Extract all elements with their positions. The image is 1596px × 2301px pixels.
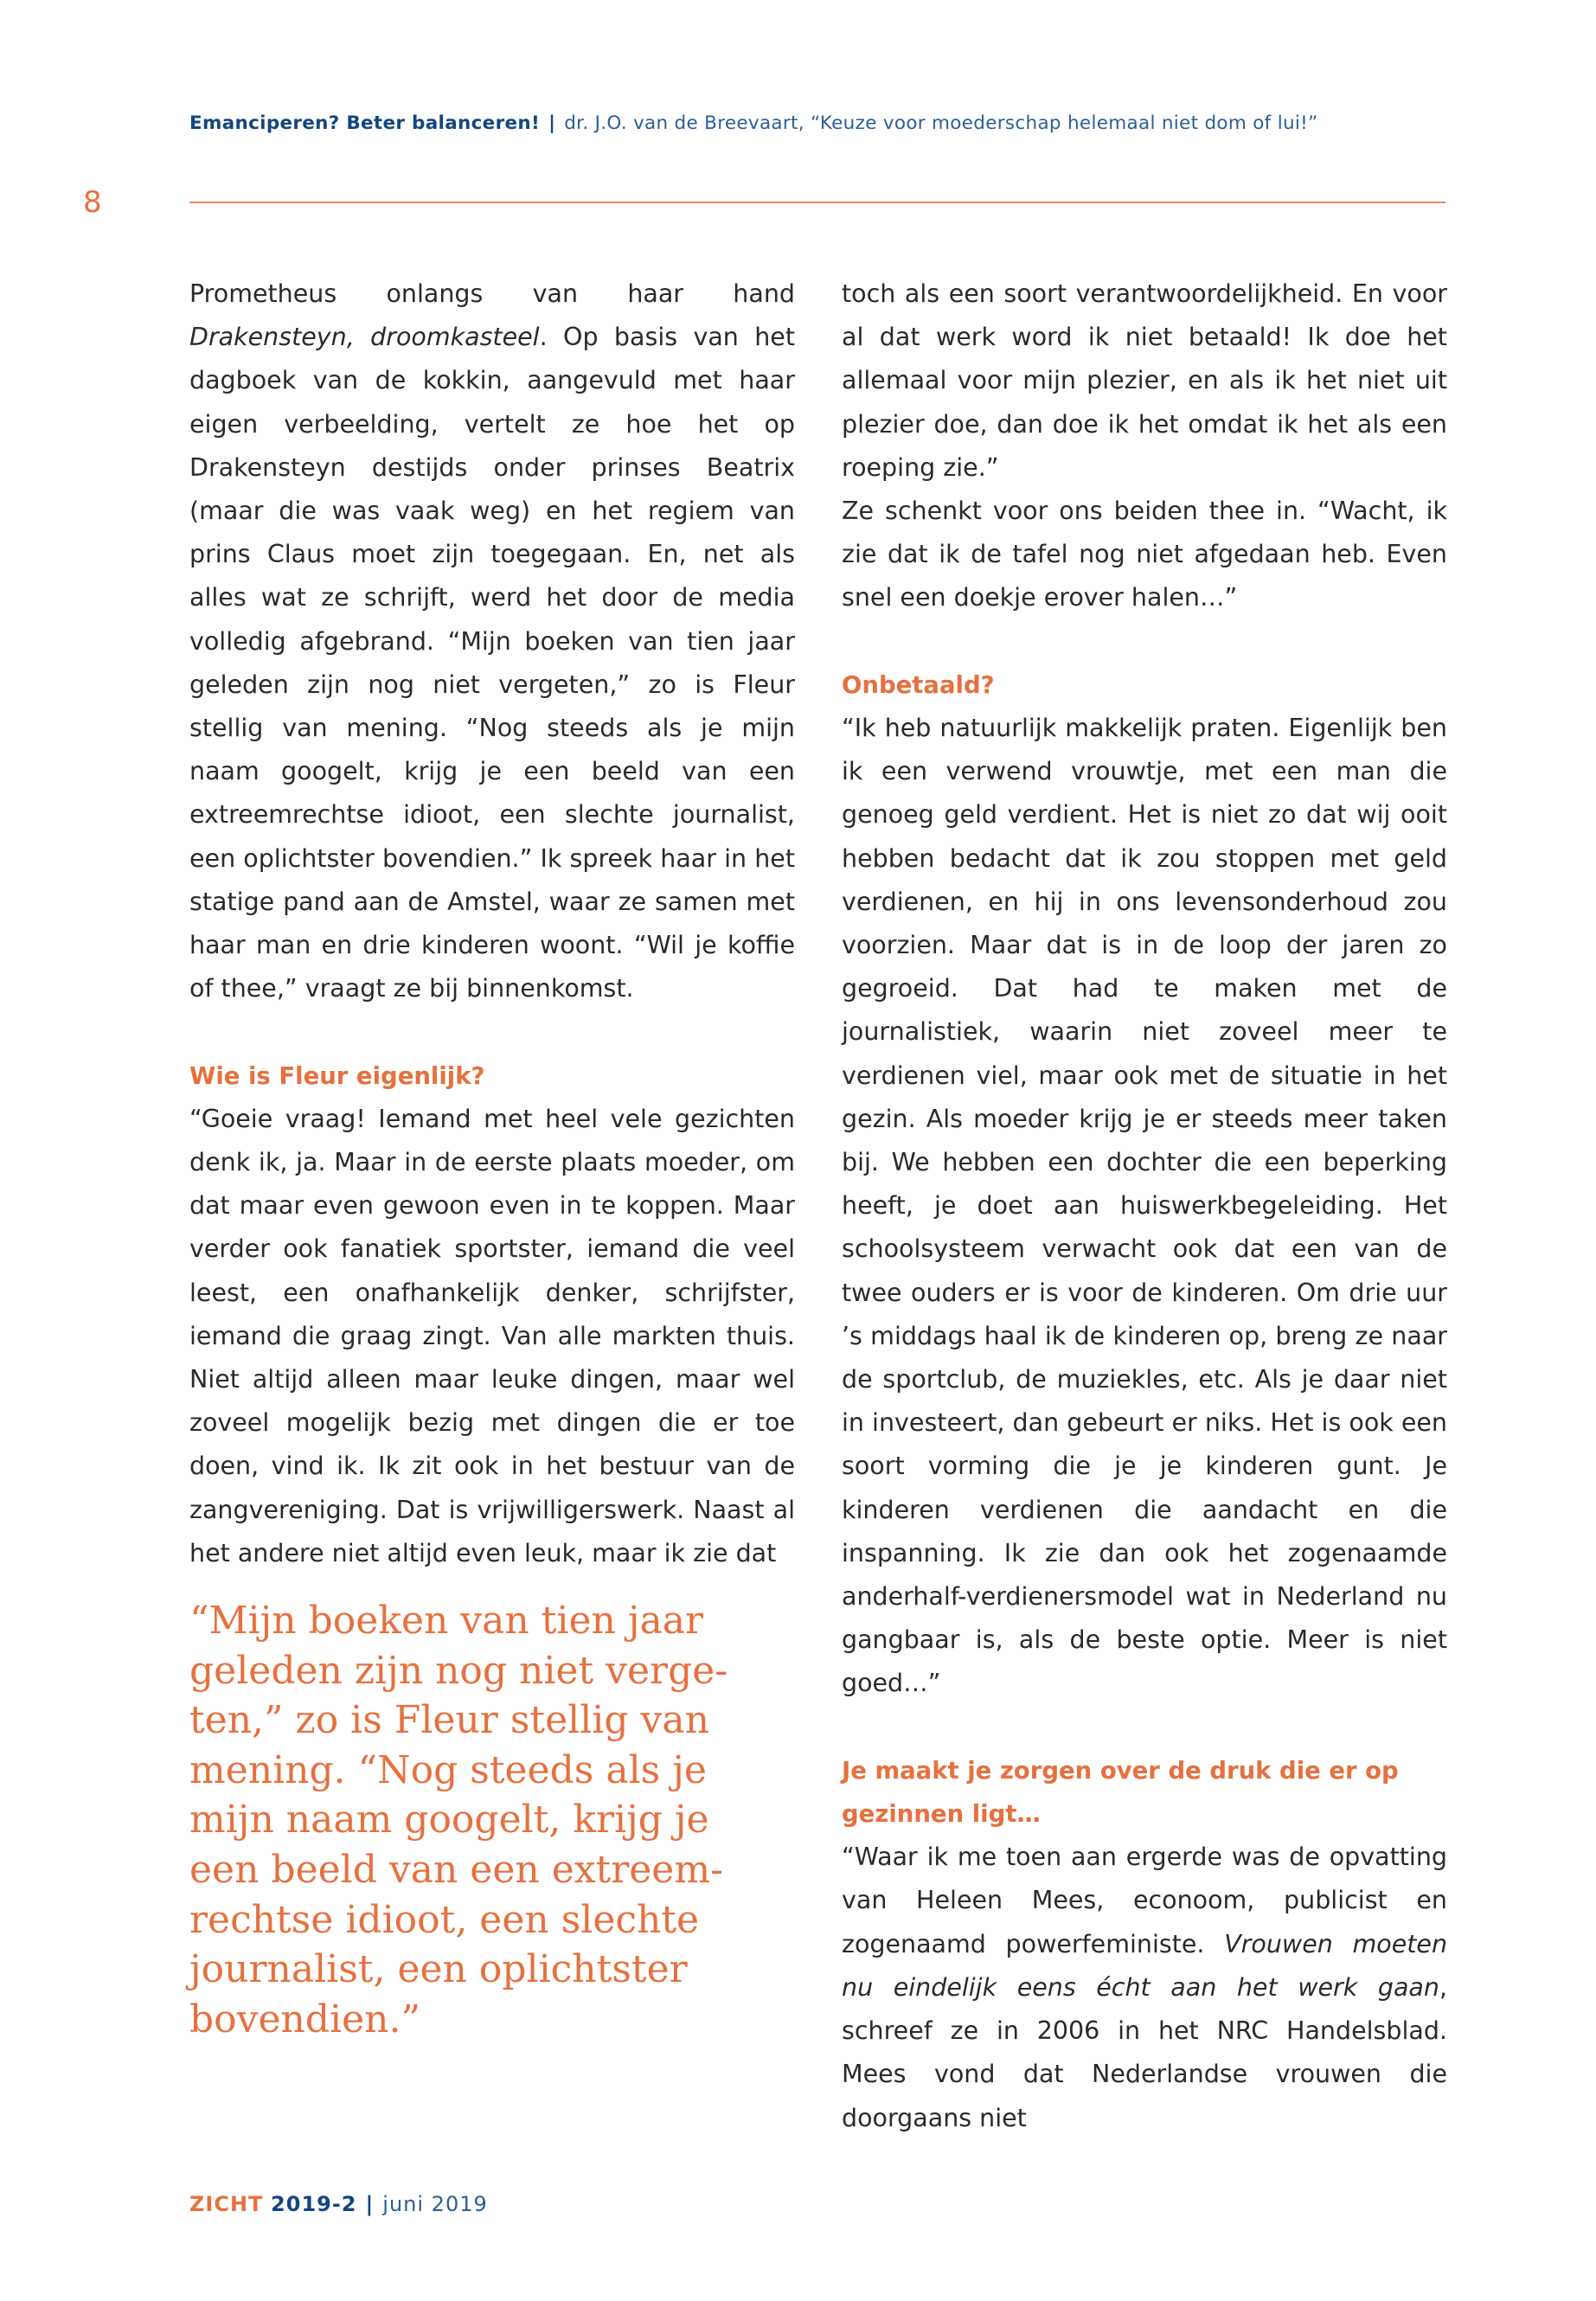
footer-separator: | — [365, 2192, 375, 2216]
section-heading-unpaid: Onbetaald? — [842, 670, 995, 699]
pull-quote-line: mijn naam googelt, krijg je — [189, 1798, 709, 1843]
book-title: Drakensteyn, droomkasteel — [189, 323, 540, 352]
header-title: Emanciperen? Beter balanceren! — [189, 112, 541, 134]
tea-paragraph: Ze schenkt voor ons beiden thee in. “Wacht, ik zie dat ik de tafel nog niet afgedaan heb. Even snel een doekje erover halen…” — [842, 497, 1447, 612]
pressure-text-start: “Waar ik me toen aan ergerde was de opvatting van Heleen Mees, econoom, publicist en zogenaamd powerfeministe. — [842, 1843, 1447, 1958]
intro-text-start: Prometheus onlangs van haar hand — [189, 279, 795, 308]
pull-quote-line: geleden zijn nog niet verge- — [189, 1648, 728, 1693]
pull-quote-line: journalist, een oplichtster — [189, 1947, 688, 1992]
intro-paragraph — [189, 272, 795, 1010]
header-divider — [189, 202, 1445, 203]
section-heading-who: Wie is Fleur eigenlijk? — [189, 1061, 485, 1090]
pressure-text-end: , schreef ze in 2006 in het NRC Handelsblad. Mees vond dat Nederlandse vrouwen die doorgaans niet — [842, 1972, 1447, 2132]
right-column — [842, 272, 1447, 2140]
magazine-name: ZICHT — [189, 2192, 264, 2216]
quoted-headline: Vrouwen moeten nu eindelijk eens écht aan het werk gaan — [842, 1929, 1448, 2002]
page-number: 8 — [83, 185, 102, 220]
header-subtitle: dr. J.O. van de Breevaart, “Keuze voor moederschap helemaal niet dom of lui!” — [564, 112, 1318, 134]
pull-quote-line: een beeld van een extreem- — [189, 1847, 723, 1892]
pull-quote — [189, 1596, 760, 2044]
continued-paragraph: toch als een soort verantwoordelijkheid. En voor al dat werk word ik niet betaald! Ik doe het allemaal voor mijn plezier, en als ik het niet uit plezier doe, dan doe ik het omdat ik het als een roeping zie.” — [842, 279, 1447, 482]
pull-quote-line: rechtse idioot, een slechte — [189, 1897, 700, 1942]
pull-quote-line: ten,” zo is Fleur stellig van — [189, 1698, 709, 1743]
intro-text-end: . Op basis van het dagboek van de kokkin, aangevuld met haar eigen verbeelding, vertelt ze hoe het op Drakensteyn destijds onder prinses Beatrix (maar die was vaak weg) en het regiem van prins Claus moet zijn toegegaan. En, net als alles wat ze schrijft, werd het door de media volledig afgebrand. “Mijn boeken van tien jaar geleden zijn nog niet vergeten,” zo is Fleur stellig van mening. “Nog steeds als je mijn naam googelt, krijg je een beeld van een extreemrechtse idioot, een slechte journalist, een oplichtster bovendien.” Ik spreek haar in het statige pand aan de Amstel, waar ze samen met haar man en drie kinderen woont. “Wil je koffie of thee,” vraagt ze bij binnenkomst. — [189, 323, 795, 1003]
left-column — [189, 272, 795, 1575]
running-header — [189, 112, 1444, 134]
who-paragraph: “Goeie vraag! Iemand met heel vele gezichten denk ik, ja. Maar in de eerste plaats moeder, om dat maar even gewoon even in te koppen. Maar verder ook fanatiek sportster, iemand die veel leest, een onafhankelijk denker, schrijfster, iemand die graag zingt. Van alle markten thuis. Niet altijd alleen maar leuke dingen, maar wel zoveel mogelijk bezig met dingen die er toe doen, vind ik. Ik zit ook in het bestuur van de zangvereniging. Dat is vrijwilligerswerk. Naast al het andere niet altijd even leuk, maar ik zie dat — [189, 1104, 795, 1567]
paragraph-gap — [842, 620, 1447, 663]
pull-quote-line: bovendien.” — [189, 1997, 420, 2041]
unpaid-paragraph: “Ik heb natuurlijk makkelijk praten. Eigenlijk ben ik een verwend vrouwtje, met een man die genoeg geld verdient. Het is niet zo dat wij ooit hebben bedacht dat ik zou stoppen met geld verdienen, en hij in ons levensonderhoud zou voorzien. Maar dat is in de loop der jaren zo gegroeid. Dat had te maken met de journalistiek, waarin niet zoveel meer te verdienen viel, maar ook met de situatie in het gezin. Als moeder krijg je er steeds meer taken bij. We hebben een dochter die een beperking heeft, je doet aan huiswerkbegeleiding. Het schoolsysteem verwacht ook dat een van de twee ouders er is voor de kinderen. Om drie uur ’s middags haal ik de kinderen op, breng ze naar de sportclub, de muziekles, etc. Als je daar niet in investeert, dan gebeurt er niks. Het is ook een soort vorming die je je kinderen gunt. Je kinderen verdienen die aandacht en die inspanning. Ik zie dan ook het zogenaamde anderhalf-verdienersmodel wat in Nederland nu gangbaar is, als de beste optie. Meer is niet goed…” — [842, 714, 1447, 1698]
page-footer — [189, 2192, 488, 2216]
issue-number: 2019-2 — [271, 2192, 357, 2216]
issue-date: juni 2019 — [382, 2192, 488, 2216]
pull-quote-line: “Mijn boeken van tien jaar — [189, 1599, 703, 1643]
paragraph-gap — [189, 1010, 795, 1054]
pressure-paragraph — [842, 1836, 1447, 2139]
section-heading-pressure: Je maakt je zorgen over de druk die er op gezinnen ligt… — [842, 1756, 1399, 1829]
pull-quote-line: mening. “Nog steeds als je — [189, 1747, 707, 1792]
header-separator: | — [548, 112, 556, 134]
paragraph-gap — [842, 1706, 1447, 1749]
